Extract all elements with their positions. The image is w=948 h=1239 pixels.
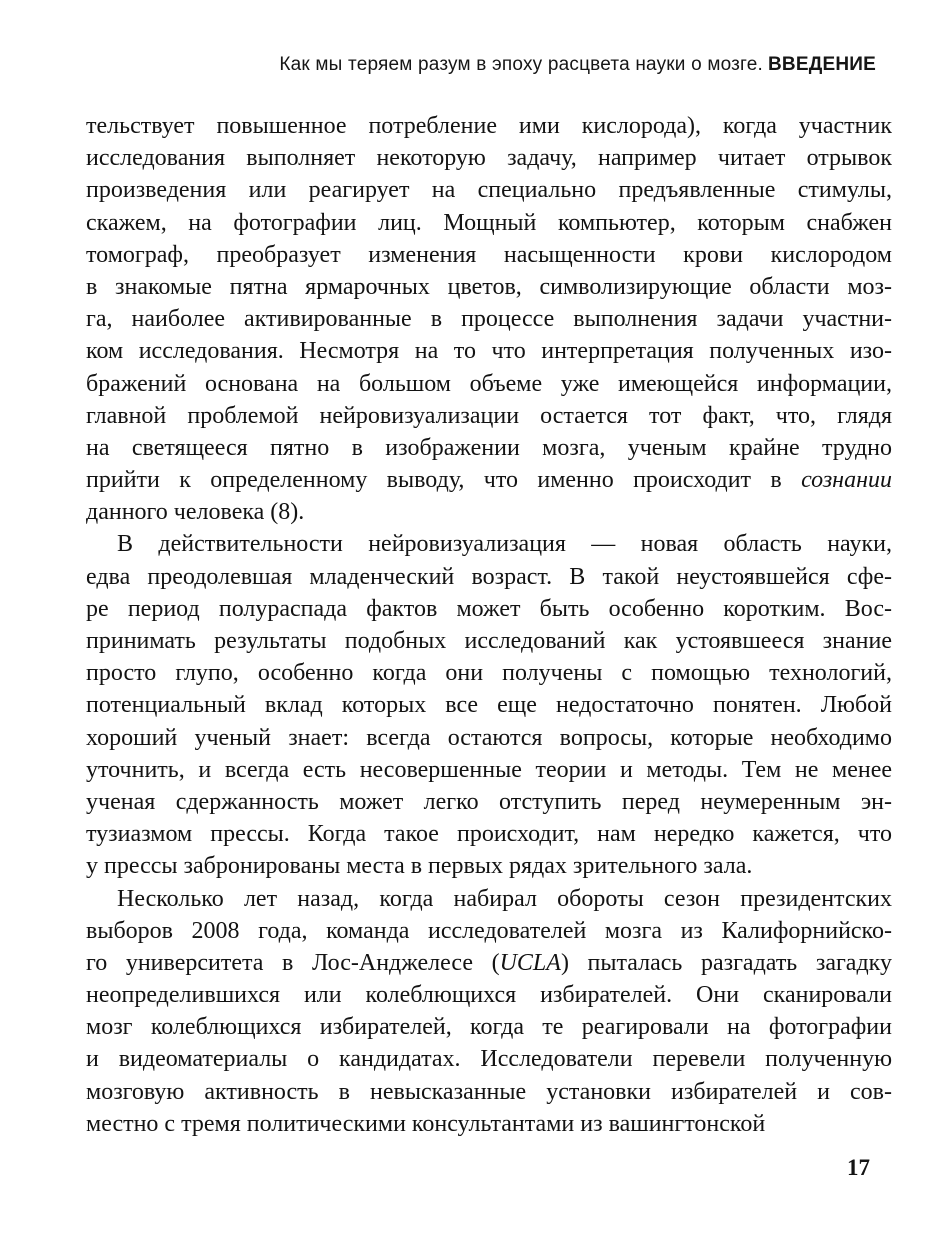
text-line: прийти к определенному выводу, что именно происходит в сознании <box>86 467 892 494</box>
text-line: Несколько лет назад, когда набирал обороты сезон президентских <box>117 885 892 912</box>
text-block <box>86 110 892 1140</box>
running-header-title: Как мы теряем разум в эпоху расцвета науки о мозге. <box>279 54 764 75</box>
text-line: у прессы забронированы места в первых рядах зрительного зала. <box>86 853 753 880</box>
text-line: неопределившихся или колеблющихся избирателей. Они сканировали <box>86 982 892 1009</box>
text-line: мозг колеблющихся избирателей, когда те реагировали на фотографии <box>86 1014 892 1041</box>
text-line: томограф, преобразует изменения насыщенности крови кислородом <box>86 241 892 268</box>
text-line: произведения или реагирует на специально предъявленные стимулы, <box>86 177 892 204</box>
text-line: принимать результаты подобных исследований как устоявшееся знание <box>86 628 892 654</box>
text-line: просто глупо, особенно когда они получены с помощью технологий, <box>86 660 892 687</box>
page-number: 17 <box>847 1155 870 1180</box>
text-line: тузиазмом прессы. Когда такое происходит, нам нередко кажется, что <box>86 821 892 848</box>
text-line: хороший ученый знает: всегда остаются вопросы, которые необходимо <box>86 724 892 751</box>
running-header-section: ВВЕДЕНИЕ <box>768 54 876 75</box>
running-header <box>0 54 876 76</box>
text-line: на светящееся пятно в изображении мозга, ученым крайне трудно <box>86 434 892 461</box>
text-line: едва преодолевшая младенческий возраст. В такой неустоявшейся сфе- <box>86 563 892 590</box>
text-line: ре период полураспада фактов может быть особенно коротким. Вос- <box>86 595 892 622</box>
text-line: ком исследования. Несмотря на то что интерпретация полученных изо- <box>86 338 892 365</box>
text-line: уточнить, и всегда есть несовершенные теории и методы. Тем не менее <box>86 756 892 783</box>
text-line: потенциальный вклад которых все еще недостаточно понятен. Любой <box>86 692 892 719</box>
text-line: местно с тремя политическими консультантами из вашингтонской <box>86 1110 766 1137</box>
text-line: скажем, на фотографии лиц. Мощный компьютер, которым снабжен <box>86 209 892 236</box>
text-line: главной проблемой нейровизуализации остается тот факт, что, глядя <box>86 402 892 429</box>
text-line: выборов 2008 года, команда исследователей мозга из Калифорнийско- <box>86 917 892 944</box>
text-line: данного человека (8). <box>86 499 305 526</box>
text-line: бражений основана на большом объеме уже имеющейся информации, <box>86 370 892 397</box>
text-line: го университета в Лос-Анджелесе (UCLA) пыталась разгадать загадку <box>86 949 892 976</box>
text-line: мозговую активность в невысказанные установки избирателей и сов- <box>86 1078 892 1105</box>
text-line: га, наиболее активированные в процессе выполнения задачи участни- <box>86 306 892 333</box>
text-line: тельствует повышенное потребление ими кислорода), когда участник <box>86 113 892 139</box>
text-line: ученая сдержанность может легко отступить перед неумеренным эн- <box>86 788 892 815</box>
text-line: исследования выполняет некоторую задачу, например читает отрывок <box>86 145 892 172</box>
text-line: и видеоматериалы о кандидатах. Исследователи перевели полученную <box>86 1046 892 1073</box>
text-line: В действительности нейровизуализация — новая область науки, <box>117 531 892 558</box>
text-line: в знакомые пятна ярмарочных цветов, символизирующие области моз- <box>86 273 892 300</box>
